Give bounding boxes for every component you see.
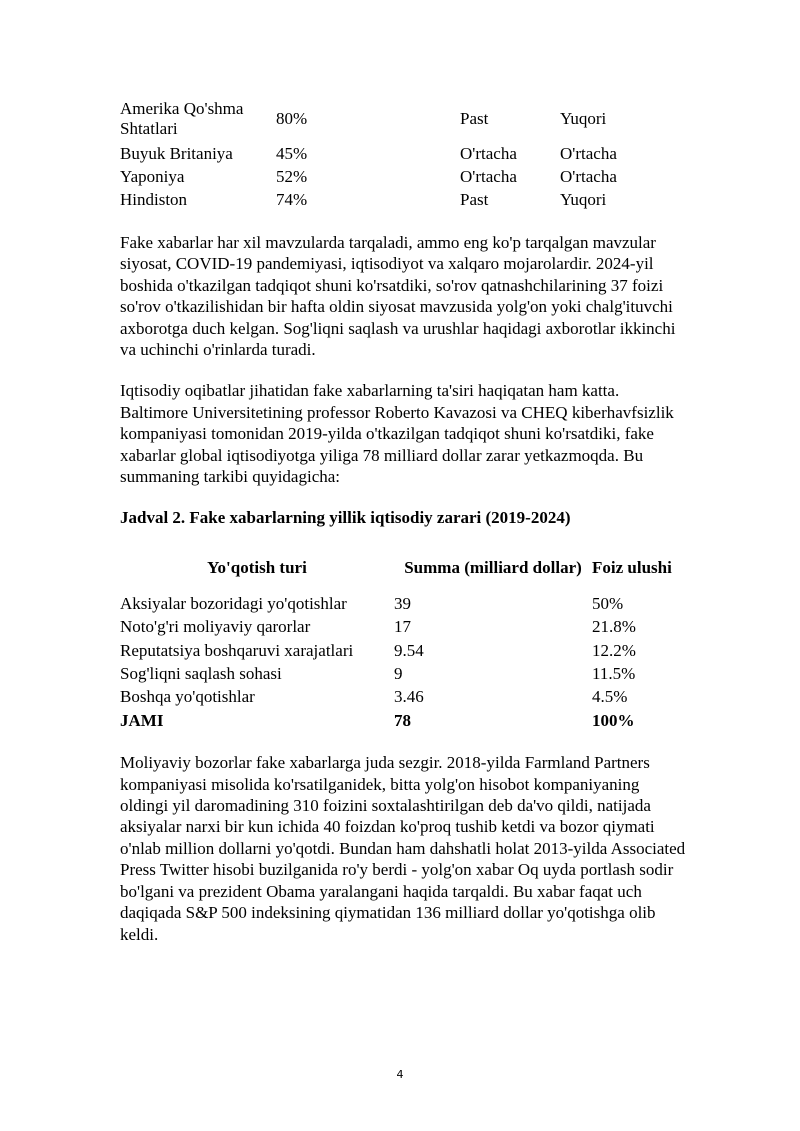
level-cell: O'rtacha bbox=[460, 166, 517, 186]
paragraph-economic-impact: Iqtisodiy oqibatlar jihatidan fake xabarlarning ta'siri haqiqatan ham katta. Baltimore Universitetining professor Roberto Kavazosi va CHEQ kiberhavfsizlik kompaniyasi tomonidan 2019-yilda o'tkazilgan tadqiqot shuni ko'rsatdiki, fake xabarlar global iqtisodiyotga yiliga 78 milliard dollar zarar yetkazmoqda. Bu summaning tarkibi quyidagicha: bbox=[120, 381, 674, 487]
total-label-cell: JAMI bbox=[120, 710, 164, 730]
table-row bbox=[120, 662, 690, 685]
amount-cell: 9 bbox=[394, 664, 403, 683]
country-table bbox=[120, 96, 690, 211]
amount-cell: 17 bbox=[394, 617, 411, 637]
level-cell: O'rtacha bbox=[560, 143, 617, 163]
loss-type-cell: Sog'liqni saqlash sohasi bbox=[120, 664, 282, 683]
total-amount-cell: 78 bbox=[394, 710, 411, 730]
loss-type-cell: Aksiyalar bozoridagi yo'qotishlar bbox=[120, 594, 347, 614]
column-header-share: Foiz ulushi bbox=[592, 558, 672, 578]
share-cell: 12.2% bbox=[592, 640, 636, 660]
share-cell: 50% bbox=[592, 594, 624, 614]
table-header-row bbox=[120, 544, 690, 592]
table-total-row bbox=[120, 709, 690, 732]
country-cell: Buyuk Britaniya bbox=[120, 143, 233, 163]
paragraph-financial-markets: Moliyaviy bozorlar fake xabarlarga juda sezgir. 2018-yilda Farmland Partners kompaniyasi misolida ko'rsatilganidek, bitta yolg'on hisobot kompaniyaning oldingi yil daromadining 310 foizini soxtalashtirilgan deb da'vo qildi, natijada aksiyalar narxi bir kun ichida 40 foizdan ko'proq tushib ketdi va bozor qiymati o'nlab million dollarni yo'qotdi. Bundan ham dahshatli holat 2013-yilda Associated Press Twitter hisobi buzilganida ro'y berdi - yolg'on xabar Oq uyda portlash sodir bo'lgani va prezident Obama yaralangani haqida tarqaldi. Bu xabar faqat uch daqiqada S&P 500 indeksining qiymatidan 136 milliard dollar yo'qotishga olib keldi. bbox=[120, 753, 686, 944]
share-cell: 21.8% bbox=[592, 617, 636, 637]
table-row bbox=[120, 592, 690, 615]
table-row bbox=[120, 142, 690, 165]
document-page bbox=[120, 96, 690, 945]
percent-cell: 74% bbox=[276, 189, 308, 209]
loss-type-cell: Reputatsiya boshqaruvi xarajatlari bbox=[120, 640, 354, 660]
percent-cell: 45% bbox=[276, 143, 308, 163]
table-row bbox=[120, 165, 690, 188]
column-header-amount: Summa (milliard dollar) bbox=[404, 558, 582, 578]
level-cell: Yuqori bbox=[560, 189, 607, 209]
country-cell: Hindiston bbox=[120, 189, 188, 209]
table-row bbox=[120, 639, 690, 662]
amount-cell: 39 bbox=[394, 594, 411, 614]
loss-type-cell: Noto'g'ri moliyaviy qarorlar bbox=[120, 617, 311, 637]
total-share-cell: 100% bbox=[592, 710, 635, 730]
amount-cell: 9.54 bbox=[394, 640, 424, 660]
table-caption: Jadval 2. Fake xabarlarning yillik iqtisodiy zarari (2019-2024) bbox=[120, 508, 571, 528]
amount-cell: 3.46 bbox=[394, 687, 424, 707]
table-row bbox=[120, 686, 690, 709]
loss-type-cell: Boshqa yo'qotishlar bbox=[120, 687, 255, 707]
level-cell: Past bbox=[460, 109, 489, 128]
level-cell: Past bbox=[460, 189, 489, 209]
level-cell: O'rtacha bbox=[460, 143, 517, 163]
table-row bbox=[120, 188, 690, 211]
page-number: 4 bbox=[396, 1068, 404, 1081]
level-cell: Yuqori bbox=[560, 109, 607, 128]
percent-cell: 80% bbox=[276, 109, 308, 128]
share-cell: 4.5% bbox=[592, 687, 628, 707]
percent-cell: 52% bbox=[276, 166, 308, 186]
column-header-type: Yo'qotish turi bbox=[207, 558, 307, 578]
country-cell: Amerika Qo'shma Shtatlari bbox=[120, 99, 244, 138]
table-row bbox=[120, 96, 690, 142]
share-cell: 11.5% bbox=[592, 664, 636, 683]
table-row bbox=[120, 616, 690, 639]
loss-table bbox=[120, 544, 690, 732]
country-cell: Yaponiya bbox=[120, 166, 185, 186]
level-cell: O'rtacha bbox=[560, 166, 617, 186]
paragraph-topics: Fake xabarlar har xil mavzularda tarqaladi, ammo eng ko'p tarqalgan mavzular siyosat, COVID-19 pandemiyasi, iqtisodiyot va xalqaro mojarolardir. 2024-yil boshida o'tkazilgan tadqiqot shuni ko'rsatdiki, so'rov qatnashchilarining 37 foizi so'rov o'tkazilishidan bir hafta oldin siyosat mavzusida yolg'on yoki chalg'ituvchi axborotga duch kelgan. Sog'liqni saqlash va urushlar haqidagi axborotlar ikkinchi va uchinchi o'rinlarda turadi. bbox=[120, 233, 676, 360]
